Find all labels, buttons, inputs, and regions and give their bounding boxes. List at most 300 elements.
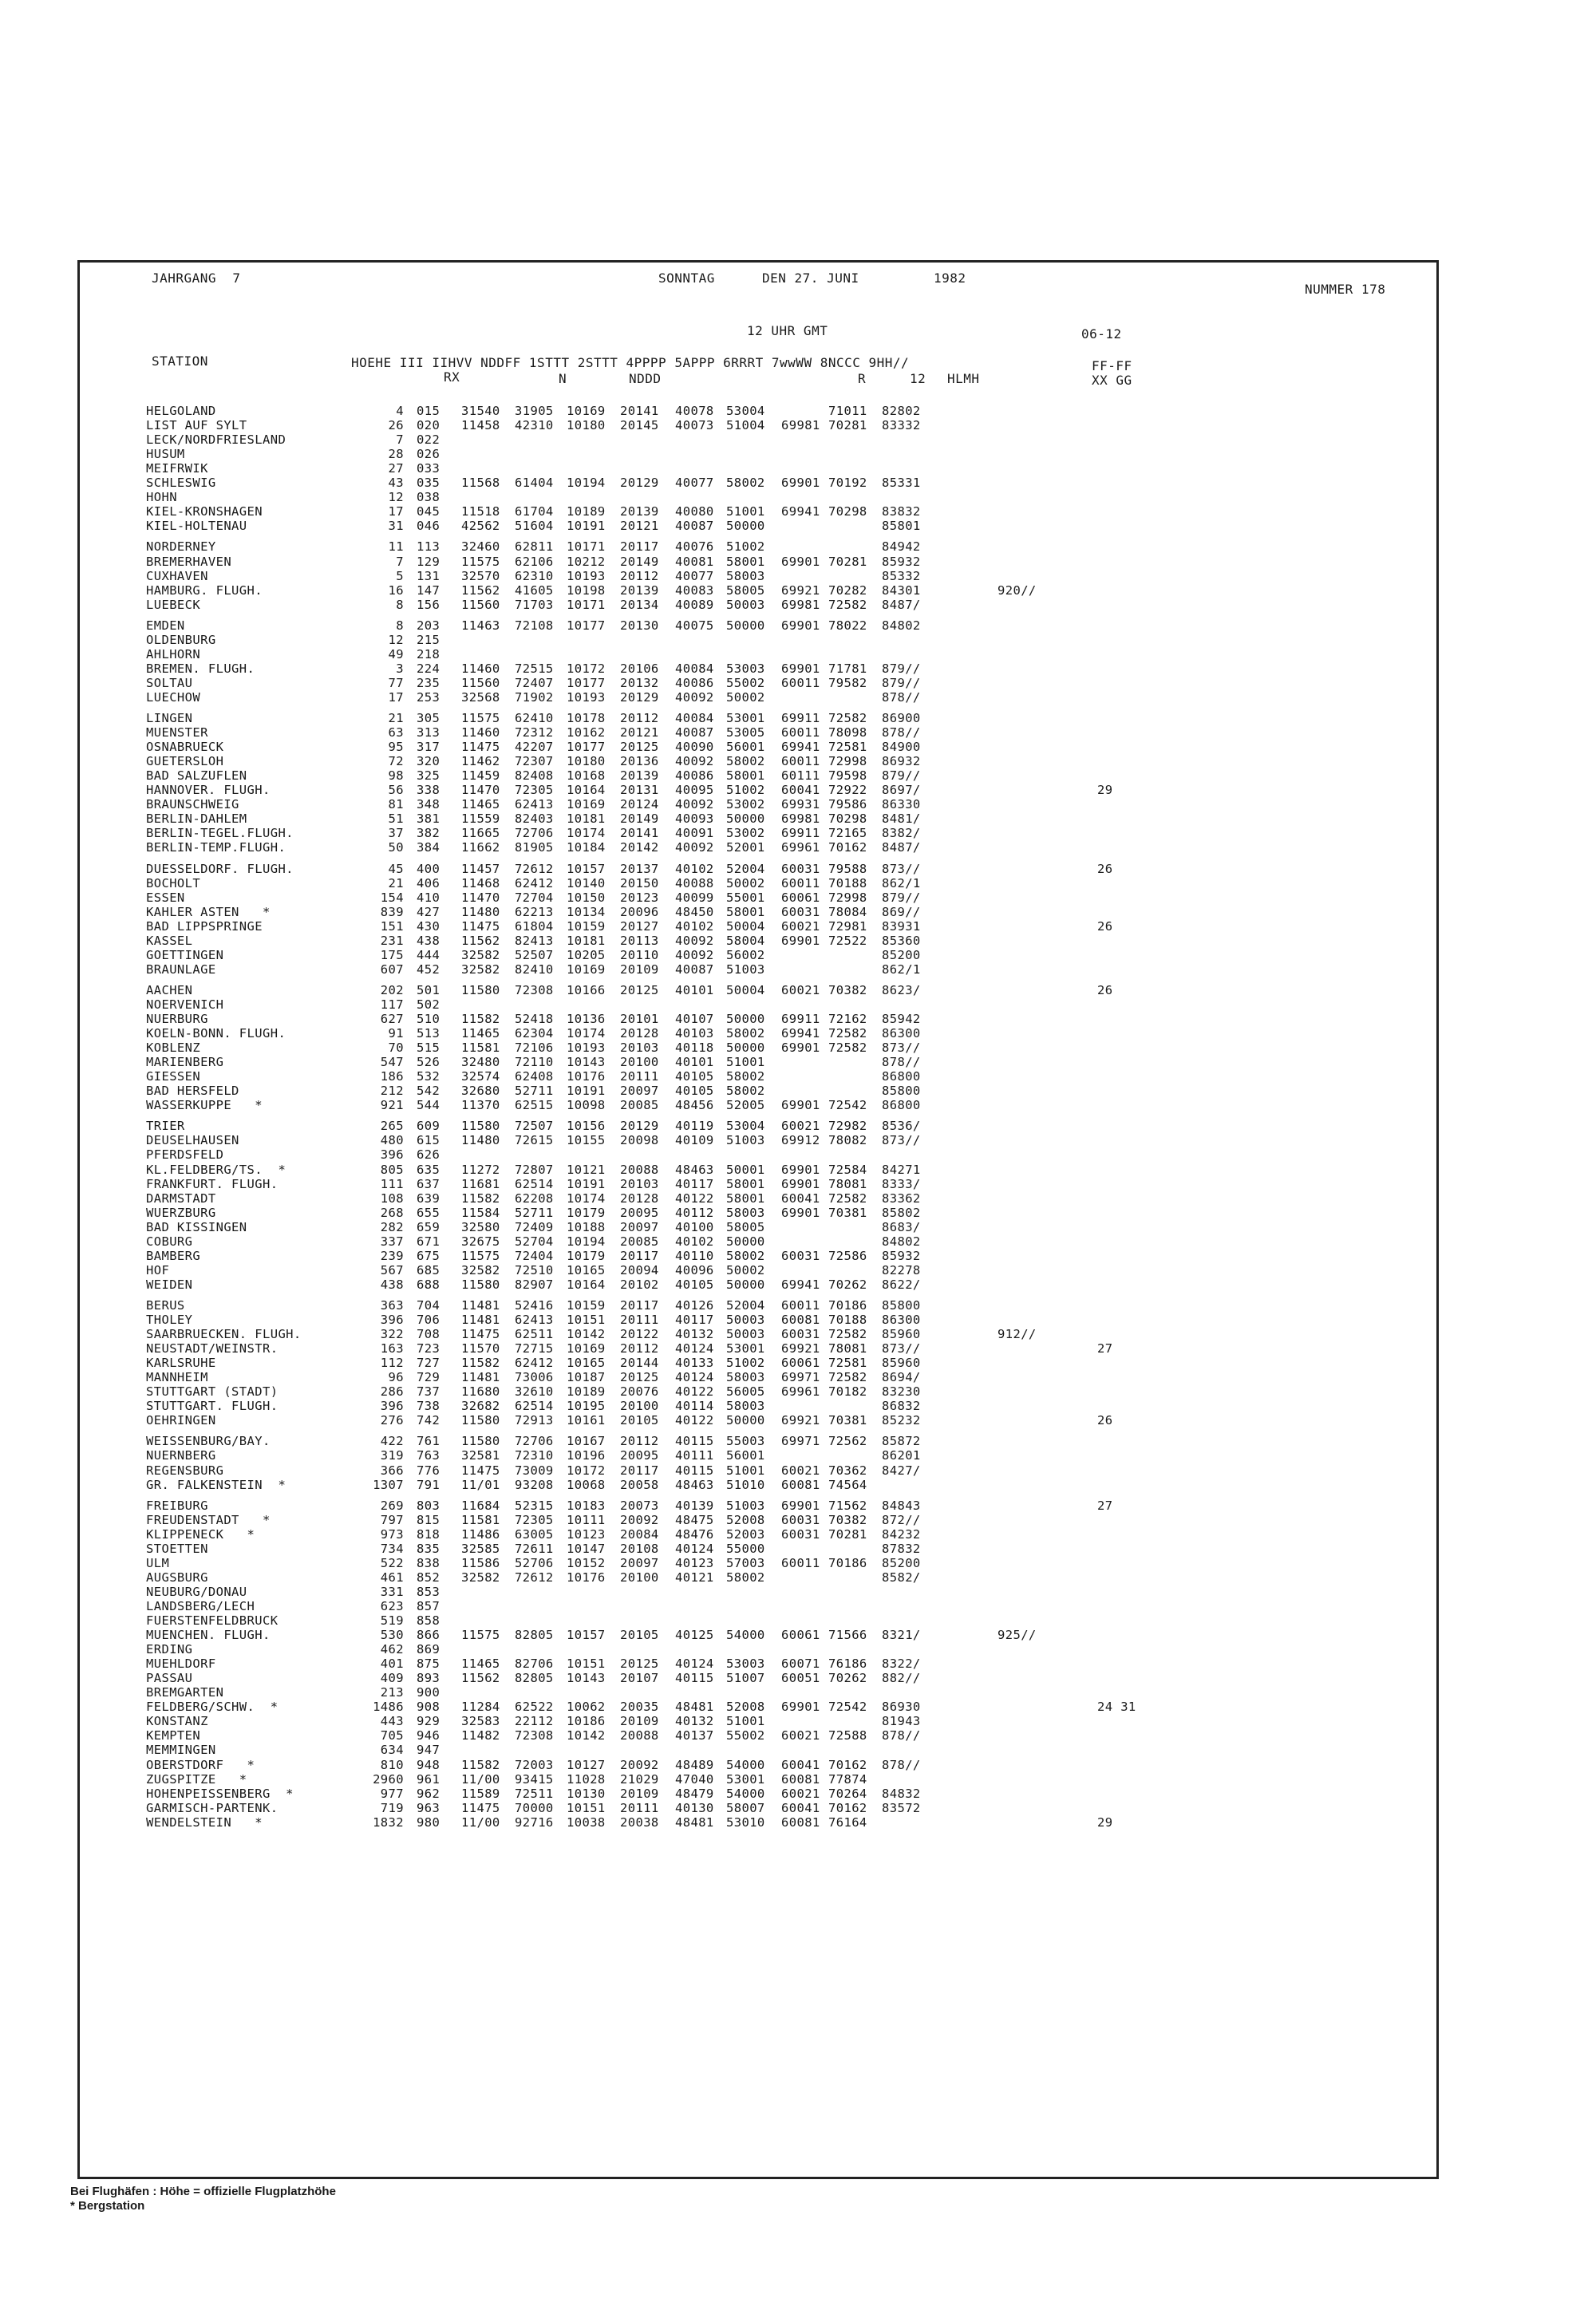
station-name: HELGOLAND bbox=[146, 404, 216, 418]
tendency: 58005 bbox=[726, 582, 765, 598]
nddff: 62310 bbox=[515, 568, 554, 583]
temp: 10136 bbox=[567, 1012, 606, 1026]
station-name: ERDING bbox=[146, 1642, 193, 1657]
table-row bbox=[80, 1327, 1436, 1341]
footnote-airport: Bei Flughäfen : Höhe = offizielle Flugplatzhöhe bbox=[70, 2185, 336, 2198]
temp: 10169 bbox=[567, 962, 606, 977]
station-name: WEISSENBURG/BAY. bbox=[146, 1434, 271, 1449]
table-row bbox=[80, 569, 1436, 583]
pressure: 40092 bbox=[675, 797, 714, 812]
table-row bbox=[80, 1012, 1436, 1026]
station-name: GIESSEN bbox=[146, 1069, 201, 1084]
day-label: SONNTAG bbox=[658, 270, 715, 286]
weather: 70162 bbox=[828, 1757, 867, 1772]
nddff: 62410 bbox=[515, 711, 554, 725]
altitude: 396 bbox=[380, 1399, 404, 1414]
precip: 69921 bbox=[781, 1413, 820, 1428]
weather: 70264 bbox=[828, 1786, 867, 1801]
table-row bbox=[80, 461, 1436, 476]
temp: 10151 bbox=[567, 1800, 606, 1815]
table-row bbox=[80, 1147, 1436, 1162]
tendency: 52008 bbox=[726, 1700, 765, 1715]
precip: 60031 bbox=[781, 861, 820, 876]
station-name: KONSTANZ bbox=[146, 1714, 208, 1729]
altitude: 401 bbox=[380, 1656, 404, 1672]
station-id: 513 bbox=[417, 1026, 440, 1041]
dewpoint: 20134 bbox=[620, 597, 659, 612]
table-row bbox=[80, 1313, 1436, 1327]
nddff: 61804 bbox=[515, 918, 554, 934]
station-id: 635 bbox=[417, 1162, 440, 1177]
table-row bbox=[80, 826, 1436, 840]
clouds: 878// bbox=[882, 689, 921, 705]
dewpoint: 20130 bbox=[620, 618, 659, 633]
pressure: 40084 bbox=[675, 661, 714, 676]
year-number: 1982 bbox=[934, 270, 966, 286]
tendency: 56001 bbox=[726, 1448, 765, 1463]
station-name: WEIDEN bbox=[146, 1277, 193, 1292]
station-id: 218 bbox=[417, 646, 440, 661]
iihvv: 11662 bbox=[461, 840, 500, 855]
dewpoint: 20121 bbox=[620, 519, 659, 534]
station-name: AACHEN bbox=[146, 982, 193, 997]
pressure: 40101 bbox=[675, 1055, 714, 1070]
temp: 10174 bbox=[567, 826, 606, 841]
nddff: 73009 bbox=[515, 1463, 554, 1478]
nddff: 72511 bbox=[515, 1786, 554, 1801]
temp: 10157 bbox=[567, 1628, 606, 1643]
clouds: 878// bbox=[882, 1757, 921, 1772]
temp: 10151 bbox=[567, 1656, 606, 1672]
weather: 78081 bbox=[828, 1176, 867, 1191]
station-id: 147 bbox=[417, 582, 440, 598]
clouds: 85800 bbox=[882, 1297, 921, 1313]
tendency: 55000 bbox=[726, 1541, 765, 1556]
tendency: 58003 bbox=[726, 1205, 765, 1220]
altitude: 37 bbox=[388, 826, 404, 841]
nddff: 72305 bbox=[515, 783, 554, 798]
table-row bbox=[80, 876, 1436, 890]
dewpoint: 20117 bbox=[620, 539, 659, 555]
table-row bbox=[80, 1642, 1436, 1656]
table-row bbox=[80, 1234, 1436, 1249]
iihvv: 11562 bbox=[461, 582, 500, 598]
nddff: 82805 bbox=[515, 1671, 554, 1686]
station-id: 742 bbox=[417, 1413, 440, 1428]
weather: 71011 bbox=[828, 404, 867, 418]
tendency: 52004 bbox=[726, 1297, 765, 1313]
nddff: 72404 bbox=[515, 1248, 554, 1263]
dewpoint: 20105 bbox=[620, 1413, 659, 1428]
clouds: 86201 bbox=[882, 1448, 921, 1463]
weather: 76164 bbox=[828, 1814, 867, 1830]
pressure: 40118 bbox=[675, 1040, 714, 1056]
station-name: EMDEN bbox=[146, 618, 185, 633]
pressure: 40086 bbox=[675, 675, 714, 690]
altitude: 522 bbox=[380, 1555, 404, 1570]
precip: 69931 bbox=[781, 797, 820, 812]
temp: 10179 bbox=[567, 1248, 606, 1263]
station-name: NUERNBERG bbox=[146, 1448, 216, 1463]
iihvv: 11465 bbox=[461, 797, 500, 812]
iihvv: 11684 bbox=[461, 1498, 500, 1513]
altitude: 202 bbox=[380, 982, 404, 997]
nddff: 72715 bbox=[515, 1341, 554, 1356]
table-row bbox=[80, 811, 1436, 826]
weather: 70192 bbox=[828, 476, 867, 491]
table-row bbox=[80, 432, 1436, 447]
altitude: 265 bbox=[380, 1119, 404, 1134]
iihvv: 11284 bbox=[461, 1700, 500, 1715]
iihvv: 11475 bbox=[461, 740, 500, 755]
table-row bbox=[80, 555, 1436, 569]
iihvv: 11470 bbox=[461, 783, 500, 798]
temp: 10167 bbox=[567, 1434, 606, 1449]
pressure: 40092 bbox=[675, 754, 714, 769]
dewpoint: 20103 bbox=[620, 1040, 659, 1056]
tendency: 50000 bbox=[726, 1277, 765, 1292]
clouds: 85960 bbox=[882, 1327, 921, 1342]
station-id: 706 bbox=[417, 1313, 440, 1327]
altitude: 363 bbox=[380, 1297, 404, 1313]
station-id: 818 bbox=[417, 1526, 440, 1542]
tendency: 53002 bbox=[726, 797, 765, 812]
xxgg-header: XX GG bbox=[1092, 373, 1132, 388]
station-id: 737 bbox=[417, 1384, 440, 1400]
precip: 69911 bbox=[781, 826, 820, 841]
altitude: 231 bbox=[380, 933, 404, 948]
station-id: 609 bbox=[417, 1119, 440, 1134]
clouds: 8536/ bbox=[882, 1119, 921, 1134]
tendency: 50003 bbox=[726, 1327, 765, 1342]
dewpoint: 20145 bbox=[620, 418, 659, 433]
clouds: 873// bbox=[882, 861, 921, 876]
tendency: 51003 bbox=[726, 1133, 765, 1148]
clouds: 8582/ bbox=[882, 1570, 921, 1585]
iihvv: 11581 bbox=[461, 1512, 500, 1527]
tendency: 51010 bbox=[726, 1477, 765, 1492]
clouds: 83572 bbox=[882, 1800, 921, 1815]
station-id: 427 bbox=[417, 904, 440, 919]
temp: 10159 bbox=[567, 918, 606, 934]
iihvv: 11457 bbox=[461, 861, 500, 876]
temp: 10180 bbox=[567, 418, 606, 433]
temp: 10164 bbox=[567, 783, 606, 798]
iihvv: 11370 bbox=[461, 1098, 500, 1113]
tendency: 51001 bbox=[726, 1055, 765, 1070]
tendency: 58002 bbox=[726, 476, 765, 491]
pressure: 40107 bbox=[675, 1012, 714, 1026]
tendency: 50002 bbox=[726, 1262, 765, 1277]
pressure: 40117 bbox=[675, 1313, 714, 1327]
iihvv: 11580 bbox=[461, 1434, 500, 1449]
station-name: BAD HERSFELD bbox=[146, 1084, 239, 1099]
iihvv: 11680 bbox=[461, 1384, 500, 1400]
station-name: KLIPPENECK * bbox=[146, 1526, 255, 1542]
table-row bbox=[80, 661, 1436, 676]
table-row bbox=[80, 934, 1436, 948]
clouds: 84832 bbox=[882, 1786, 921, 1801]
altitude: 111 bbox=[380, 1176, 404, 1191]
nddff: 92716 bbox=[515, 1814, 554, 1830]
weather: 72982 bbox=[828, 1119, 867, 1134]
clouds: 84232 bbox=[882, 1526, 921, 1542]
weather: 76186 bbox=[828, 1656, 867, 1672]
dewpoint: 20100 bbox=[620, 1055, 659, 1070]
table-row bbox=[80, 1513, 1436, 1527]
nddff: 62213 bbox=[515, 904, 554, 919]
iihvv: 11475 bbox=[461, 1463, 500, 1478]
table-row bbox=[80, 476, 1436, 490]
table-row bbox=[80, 905, 1436, 919]
temp: 10166 bbox=[567, 982, 606, 997]
station-name: AHLHORN bbox=[146, 646, 201, 661]
station-id: 532 bbox=[417, 1069, 440, 1084]
station-id: 655 bbox=[417, 1205, 440, 1220]
tendency: 53005 bbox=[726, 725, 765, 740]
tendency: 58001 bbox=[726, 904, 765, 919]
table-row bbox=[80, 1191, 1436, 1206]
weather: 72582 bbox=[828, 1370, 867, 1385]
nddff: 72507 bbox=[515, 1119, 554, 1134]
nddff: 42207 bbox=[515, 740, 554, 755]
pressure: 40119 bbox=[675, 1119, 714, 1134]
extra: 26 bbox=[1097, 1413, 1113, 1428]
station-name: HOHENPEISSENBERG * bbox=[146, 1786, 294, 1801]
precip: 60021 bbox=[781, 1728, 820, 1743]
precip: 69901 bbox=[781, 1162, 820, 1177]
tendency: 58003 bbox=[726, 1399, 765, 1414]
tendency: 58002 bbox=[726, 1570, 765, 1585]
tendency: 50003 bbox=[726, 597, 765, 612]
station-name: GUETERSLOH bbox=[146, 754, 224, 769]
weather: 72582 bbox=[828, 711, 867, 725]
weather: 70298 bbox=[828, 504, 867, 519]
ff-header: FF-FF bbox=[1092, 358, 1132, 373]
station-id: 313 bbox=[417, 725, 440, 740]
iihvv: 11580 bbox=[461, 1413, 500, 1428]
nddff: 82403 bbox=[515, 811, 554, 827]
station-id: 671 bbox=[417, 1234, 440, 1249]
table-row bbox=[80, 1119, 1436, 1133]
nddff: 93208 bbox=[515, 1477, 554, 1492]
temp: 10186 bbox=[567, 1714, 606, 1729]
station-id: 835 bbox=[417, 1541, 440, 1556]
clouds: 8427/ bbox=[882, 1463, 921, 1478]
iihvv: 32570 bbox=[461, 568, 500, 583]
year-label: JAHRGANG 7 bbox=[152, 270, 241, 286]
temp: 10156 bbox=[567, 1119, 606, 1134]
station-name: GOETTINGEN bbox=[146, 947, 224, 962]
station-name: KL.FELDBERG/TS. * bbox=[146, 1162, 286, 1177]
iihvv: 11481 bbox=[461, 1297, 500, 1313]
table-row bbox=[80, 1277, 1436, 1292]
tendency: 58002 bbox=[726, 1084, 765, 1099]
clouds: 873// bbox=[882, 1040, 921, 1056]
altitude: 95 bbox=[388, 740, 404, 755]
dewpoint: 20141 bbox=[620, 826, 659, 841]
nddff: 52706 bbox=[515, 1555, 554, 1570]
table-row bbox=[80, 725, 1436, 740]
pressure: 40091 bbox=[675, 826, 714, 841]
temp: 10164 bbox=[567, 1277, 606, 1292]
temp: 10162 bbox=[567, 725, 606, 740]
station-id: 501 bbox=[417, 982, 440, 997]
temp: 10171 bbox=[567, 539, 606, 555]
weather: 72162 bbox=[828, 1012, 867, 1026]
nddff: 72307 bbox=[515, 754, 554, 769]
altitude: 11 bbox=[388, 539, 404, 555]
nddff: 61704 bbox=[515, 504, 554, 519]
nddff: 62304 bbox=[515, 1026, 554, 1041]
temp: 11028 bbox=[567, 1771, 606, 1787]
temp: 10142 bbox=[567, 1728, 606, 1743]
altitude: 7 bbox=[396, 554, 404, 569]
station-id: 727 bbox=[417, 1356, 440, 1371]
station-name: BRAUNSCHWEIG bbox=[146, 797, 239, 812]
pressure: 40095 bbox=[675, 783, 714, 798]
clouds: 84271 bbox=[882, 1162, 921, 1177]
station-id: 038 bbox=[417, 490, 440, 505]
dewpoint: 20112 bbox=[620, 1434, 659, 1449]
tendency: 52001 bbox=[726, 840, 765, 855]
dewpoint: 20085 bbox=[620, 1234, 659, 1249]
station-name: FREUDENSTADT * bbox=[146, 1512, 271, 1527]
temp: 10187 bbox=[567, 1370, 606, 1385]
temp: 10140 bbox=[567, 875, 606, 890]
nddff: 72612 bbox=[515, 1570, 554, 1585]
pressure: 40122 bbox=[675, 1413, 714, 1428]
iihvv: 32480 bbox=[461, 1055, 500, 1070]
weather: 70182 bbox=[828, 1384, 867, 1400]
nddff: 82410 bbox=[515, 962, 554, 977]
precip: 60061 bbox=[781, 890, 820, 905]
clouds: 85932 bbox=[882, 1248, 921, 1263]
temp: 10188 bbox=[567, 1219, 606, 1234]
station-name: NUERBURG bbox=[146, 1012, 208, 1026]
precip: 60011 bbox=[781, 675, 820, 690]
temp: 10151 bbox=[567, 1313, 606, 1327]
nddff: 62412 bbox=[515, 1356, 554, 1371]
dewpoint: 20139 bbox=[620, 504, 659, 519]
iihvv: 11/00 bbox=[461, 1814, 500, 1830]
clouds: 872// bbox=[882, 1512, 921, 1527]
station-id: 723 bbox=[417, 1341, 440, 1356]
nddff: 72305 bbox=[515, 1512, 554, 1527]
altitude: 112 bbox=[380, 1356, 404, 1371]
station-name: BREMGARTEN bbox=[146, 1685, 224, 1700]
table-row bbox=[80, 862, 1436, 876]
precip: 60011 bbox=[781, 1555, 820, 1570]
altitude: 627 bbox=[380, 1012, 404, 1026]
clouds: 862/1 bbox=[882, 962, 921, 977]
iihvv: 11462 bbox=[461, 754, 500, 769]
weather: 78098 bbox=[828, 725, 867, 740]
station-id: 761 bbox=[417, 1434, 440, 1449]
altitude: 634 bbox=[380, 1743, 404, 1758]
clouds: 869// bbox=[882, 904, 921, 919]
iihvv: 11584 bbox=[461, 1205, 500, 1220]
altitude: 163 bbox=[380, 1341, 404, 1356]
iihvv: 11481 bbox=[461, 1370, 500, 1385]
altitude: 117 bbox=[380, 997, 404, 1012]
weather: 72542 bbox=[828, 1700, 867, 1715]
station-name: KOBLENZ bbox=[146, 1040, 201, 1056]
tendency: 58004 bbox=[726, 933, 765, 948]
temp: 10062 bbox=[567, 1700, 606, 1715]
dewpoint: 20121 bbox=[620, 725, 659, 740]
dewpoint: 20129 bbox=[620, 689, 659, 705]
station-id: 637 bbox=[417, 1176, 440, 1191]
tendency: 55001 bbox=[726, 890, 765, 905]
extra: 26 bbox=[1097, 982, 1113, 997]
station-name: SAARBRUECKEN. FLUGH. bbox=[146, 1327, 302, 1342]
clouds: 87832 bbox=[882, 1541, 921, 1556]
tendency: 54000 bbox=[726, 1628, 765, 1643]
tendency: 55002 bbox=[726, 675, 765, 690]
precip: 69901 bbox=[781, 1700, 820, 1715]
precip: 69901 bbox=[781, 476, 820, 491]
weather: 72588 bbox=[828, 1728, 867, 1743]
pressure: 40092 bbox=[675, 840, 714, 855]
station-name: BERLIN-TEMP.FLUGH. bbox=[146, 840, 286, 855]
precip: 69941 bbox=[781, 740, 820, 755]
extra: 27 bbox=[1097, 1341, 1113, 1356]
station-name: MARIENBERG bbox=[146, 1055, 224, 1070]
pressure: 40092 bbox=[675, 933, 714, 948]
table-row bbox=[80, 1542, 1436, 1556]
table-row bbox=[80, 1263, 1436, 1277]
temp: 10068 bbox=[567, 1477, 606, 1492]
table-row bbox=[80, 1040, 1436, 1055]
tendency: 51003 bbox=[726, 1498, 765, 1513]
altitude: 396 bbox=[380, 1147, 404, 1163]
dewpoint: 20108 bbox=[620, 1541, 659, 1556]
temp: 10157 bbox=[567, 861, 606, 876]
extra: 26 bbox=[1097, 861, 1113, 876]
tendency: 53002 bbox=[726, 826, 765, 841]
tendency: 50000 bbox=[726, 519, 765, 534]
dewpoint: 20149 bbox=[620, 554, 659, 569]
footnote-mountain: * Bergstation bbox=[70, 2199, 145, 2213]
table-row bbox=[80, 1700, 1436, 1714]
station-id: 776 bbox=[417, 1463, 440, 1478]
precip: 60011 bbox=[781, 1297, 820, 1313]
clouds: 86832 bbox=[882, 1399, 921, 1414]
station-name: KIEL-KRONSHAGEN bbox=[146, 504, 263, 519]
nddff: 72110 bbox=[515, 1055, 554, 1070]
station-id: 857 bbox=[417, 1598, 440, 1613]
station-name: NOERVENICH bbox=[146, 997, 224, 1012]
weather: 70262 bbox=[828, 1671, 867, 1686]
dewpoint: 20139 bbox=[620, 582, 659, 598]
temp: 10147 bbox=[567, 1541, 606, 1556]
precip: 69911 bbox=[781, 711, 820, 725]
table-row bbox=[80, 1815, 1436, 1830]
clouds: 8487/ bbox=[882, 597, 921, 612]
clouds: 84900 bbox=[882, 740, 921, 755]
station-id: 348 bbox=[417, 797, 440, 812]
table-row bbox=[80, 1758, 1436, 1772]
nddff: 72003 bbox=[515, 1757, 554, 1772]
table-row bbox=[80, 1163, 1436, 1177]
tendency: 58005 bbox=[726, 1219, 765, 1234]
altitude: 8 bbox=[396, 597, 404, 612]
altitude: 443 bbox=[380, 1714, 404, 1729]
iihvv: 11570 bbox=[461, 1341, 500, 1356]
dewpoint: 20112 bbox=[620, 711, 659, 725]
table-row bbox=[80, 919, 1436, 934]
